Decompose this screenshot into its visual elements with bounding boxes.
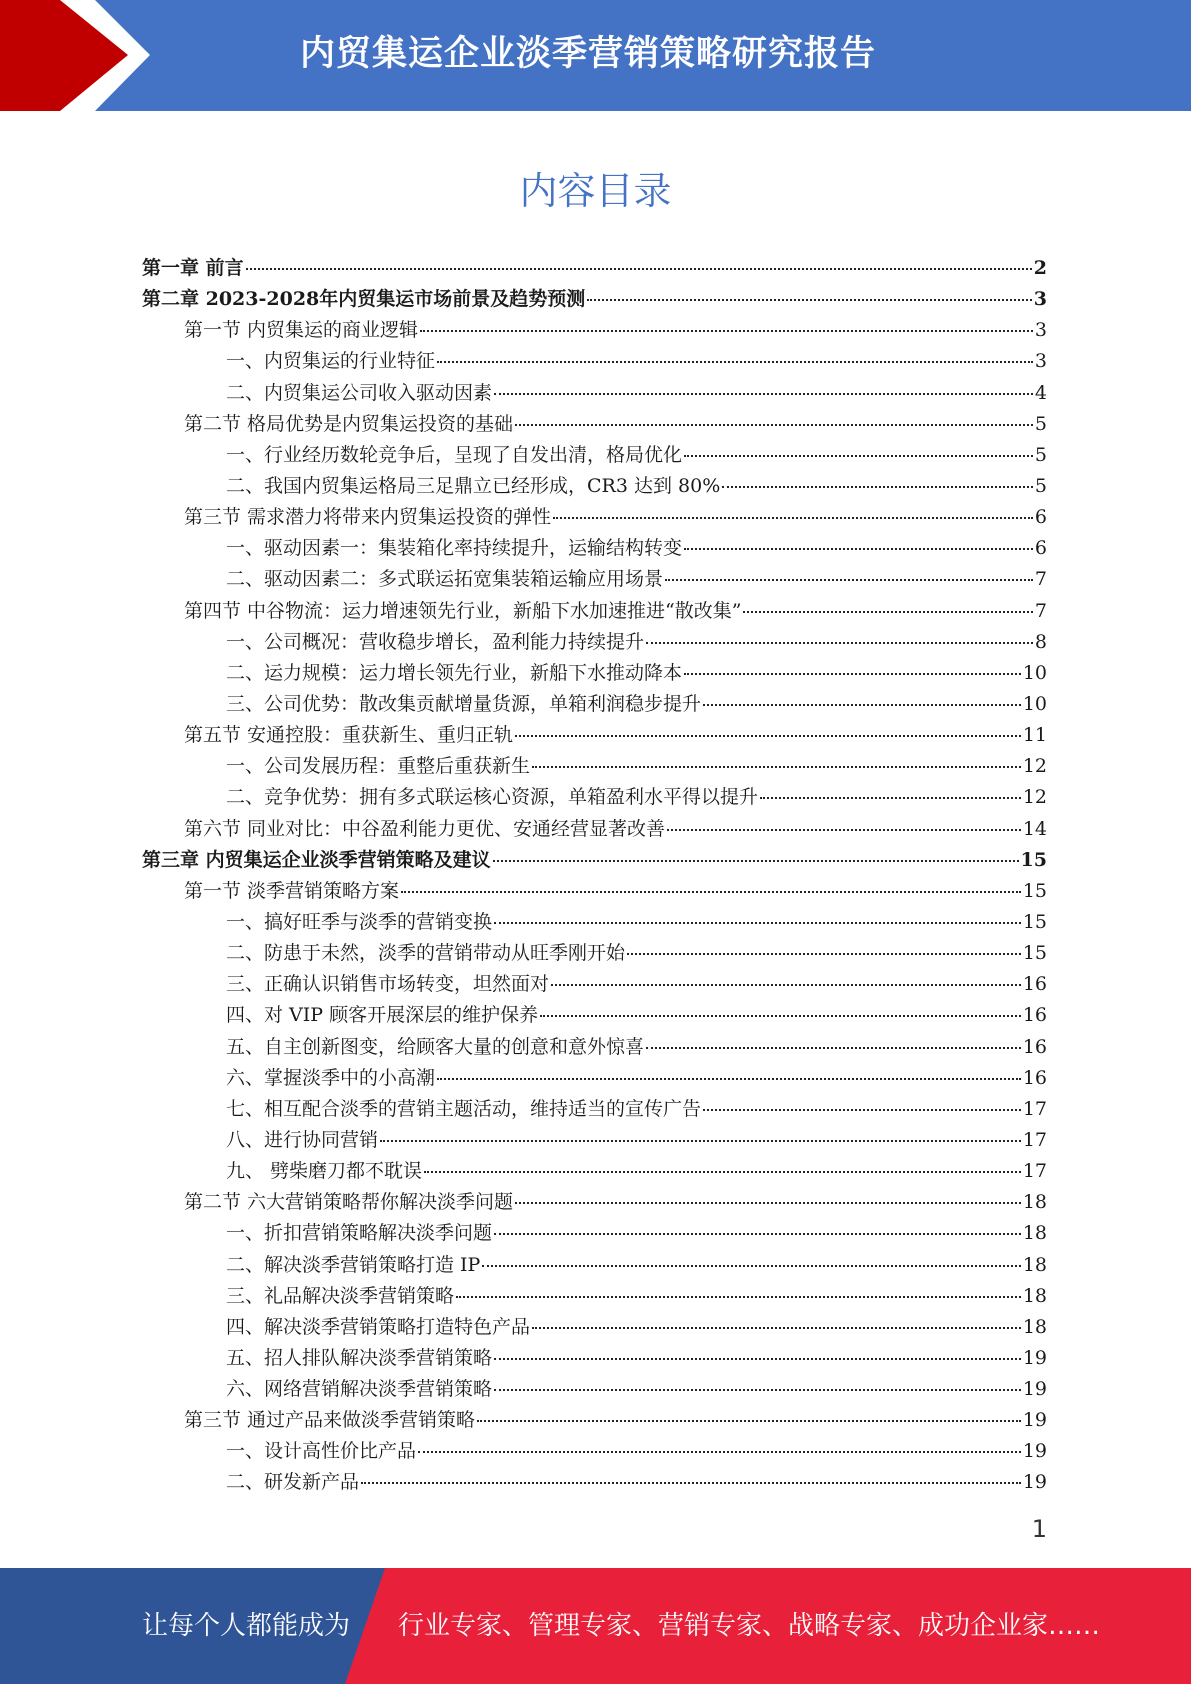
toc-entry[interactable]	[142, 346, 1047, 377]
toc-entry-label: 第三节 需求潜力将带来内贸集运投资的弹性	[184, 506, 552, 529]
toc-entry[interactable]	[142, 782, 1047, 813]
toc-entry-label: 第六节 同业对比：中谷盈利能力更优、安通经营显著改善	[184, 817, 666, 840]
toc-entry[interactable]	[142, 969, 1047, 1000]
toc-dot-leader	[494, 393, 1033, 395]
toc-entry-label: 二、运力规模：运力增长领先行业，新船下水推动降本	[226, 661, 683, 684]
toc-entry-label: 一、行业经历数轮竞争后，呈现了自发出清，格局优化	[226, 443, 683, 466]
footer-banner	[0, 1568, 1191, 1684]
toc-entry-label: 第一节 内贸集运的商业逻辑	[184, 319, 419, 342]
toc-dot-leader	[246, 268, 1032, 270]
toc-entry-page: 19	[1022, 1409, 1047, 1432]
toc-entry-label: 二、解决淡季营销策略打造 IP	[226, 1253, 481, 1276]
toc-entry-label: 六、网络营销解决淡季营销策略	[226, 1378, 493, 1401]
toc-entry-label: 一、公司概况：营收稳步增长，盈利能力持续提升	[226, 630, 645, 653]
toc-entry-page: 16	[1022, 1035, 1047, 1058]
toc-entry-label: 三、公司优势：散改集贡献增量货源，单箱利润稳步提升	[226, 692, 702, 715]
toc-entry[interactable]	[142, 1000, 1047, 1031]
toc-entry-page: 4	[1034, 381, 1047, 404]
toc-entry-page: 5	[1034, 443, 1047, 466]
toc-entry[interactable]	[142, 845, 1047, 876]
toc-entry-page: 3	[1034, 350, 1047, 373]
header-band	[0, 0, 1191, 111]
toc-entry-label: 二、驱动因素二：多式联运拓宽集装箱运输应用场景	[226, 568, 664, 591]
toc-entry-label: 一、搞好旺季与淡季的营销变换	[226, 910, 493, 933]
toc-dot-leader	[703, 704, 1021, 706]
toc-dot-leader	[515, 735, 1021, 737]
toc-entry[interactable]	[142, 1467, 1047, 1498]
toc-entry-page: 15	[1020, 848, 1047, 871]
toc-entry[interactable]	[142, 596, 1047, 627]
toc-dot-leader	[540, 1015, 1021, 1017]
toc-dot-leader	[684, 548, 1033, 550]
toc-entry[interactable]	[142, 471, 1047, 502]
toc-entry[interactable]	[142, 409, 1047, 440]
toc-entry-page: 17	[1022, 1160, 1047, 1183]
toc-entry[interactable]	[142, 658, 1047, 689]
toc-entry-label: 第五节 安通控股：重获新生、重归正轨	[184, 724, 514, 747]
toc-entry-label: 三、礼品解决淡季营销策略	[226, 1284, 455, 1307]
toc-entry[interactable]	[142, 1218, 1047, 1249]
toc-entry-label: 第一章 前言	[142, 257, 244, 279]
toc-entry-label: 六、掌握淡季中的小高潮	[226, 1066, 436, 1089]
toc-entry-label: 九、 劈柴磨刀都不耽误	[226, 1160, 423, 1183]
toc-entry[interactable]	[142, 1374, 1047, 1405]
toc-entry-page: 14	[1022, 817, 1047, 840]
toc-entry[interactable]	[142, 284, 1047, 315]
toc-dot-leader	[494, 922, 1021, 924]
toc-entry-label: 一、内贸集运的行业特征	[226, 350, 436, 373]
toc-entry[interactable]	[142, 533, 1047, 564]
toc-entry-page: 5	[1034, 474, 1047, 497]
toc-entry-page: 18	[1022, 1222, 1047, 1245]
toc-dot-leader	[532, 1327, 1021, 1329]
footer-slogan-right: 行业专家、管理专家、营销专家、战略专家、成功企业家……	[398, 1611, 1101, 1641]
toc-entry[interactable]	[142, 751, 1047, 782]
toc-entry-page: 18	[1022, 1284, 1047, 1307]
toc-entry-page: 3	[1034, 319, 1047, 342]
toc-dot-leader	[477, 1420, 1021, 1422]
toc-entry[interactable]	[142, 253, 1047, 284]
toc-entry-label: 七、相互配合淡季的营销主题活动，维持适当的宣传广告	[226, 1097, 702, 1120]
toc-entry-page: 18	[1022, 1191, 1047, 1214]
toc-entry-page: 17	[1022, 1128, 1047, 1151]
toc-entry[interactable]	[142, 720, 1047, 751]
toc-entry[interactable]	[142, 1343, 1047, 1374]
toc-dot-leader	[667, 829, 1021, 831]
page-number: 1	[1031, 1515, 1047, 1543]
toc-dot-leader	[722, 486, 1033, 488]
toc-entry-page: 3	[1033, 288, 1047, 311]
toc-entry-page: 7	[1034, 568, 1047, 591]
toc-entry-label: 第二节 六大营销策略帮你解决淡季问题	[184, 1191, 514, 1214]
toc-dot-leader	[418, 1451, 1021, 1453]
toc-entry-label: 第三章 内贸集运企业淡季营销策略及建议	[142, 848, 491, 871]
toc-entry-page: 18	[1022, 1315, 1047, 1338]
toc-dot-leader	[627, 953, 1021, 955]
toc-entry[interactable]	[142, 938, 1047, 969]
toc-dot-leader	[646, 642, 1033, 644]
footer-slogan-left: 让每个人都能成为	[142, 1611, 351, 1641]
toc-entry[interactable]	[142, 502, 1047, 533]
toc-entry-page: 19	[1022, 1471, 1047, 1494]
toc-entry-label: 第三节 通过产品来做淡季营销策略	[184, 1409, 476, 1432]
toc-entry[interactable]	[142, 627, 1047, 658]
toc-entry-label: 二、防患于未然，淡季的营销带动从旺季刚开始	[226, 942, 626, 965]
toc-dot-leader	[437, 361, 1033, 363]
toc-entry-page: 10	[1022, 661, 1047, 684]
toc-entry-page: 11	[1022, 724, 1047, 747]
toc-entry-page: 2	[1033, 257, 1047, 279]
toc-dot-leader	[494, 1389, 1021, 1391]
toc-entry-page: 15	[1022, 879, 1047, 902]
toc-entry-page: 16	[1022, 973, 1047, 996]
toc-dot-leader	[420, 330, 1033, 332]
toc-entry[interactable]	[142, 1281, 1047, 1312]
toc-heading: 内容目录	[519, 169, 672, 213]
toc-entry-label: 二、竞争优势：拥有多式联运核心资源，单箱盈利水平得以提升	[226, 786, 759, 809]
toc-entry[interactable]	[142, 1156, 1047, 1187]
toc-dot-leader	[532, 766, 1021, 768]
toc-dot-leader	[493, 860, 1019, 862]
toc-entry-page: 5	[1034, 412, 1047, 435]
toc-dot-leader	[587, 299, 1032, 301]
toc-entry-page: 15	[1022, 910, 1047, 933]
toc-entry[interactable]	[142, 1312, 1047, 1343]
toc-entry-label: 四、解决淡季营销策略打造特色产品	[226, 1315, 531, 1338]
toc-entry[interactable]	[142, 907, 1047, 938]
toc-entry-page: 18	[1022, 1253, 1047, 1276]
toc-entry-page: 15	[1022, 942, 1047, 965]
toc-entry[interactable]	[142, 564, 1047, 595]
toc-dot-leader	[515, 1202, 1021, 1204]
table-of-contents	[142, 253, 1047, 1499]
report-title: 内贸集运企业淡季营销策略研究报告	[300, 34, 877, 74]
toc-entry-page: 10	[1022, 692, 1047, 715]
toc-dot-leader	[380, 1140, 1021, 1142]
toc-dot-leader	[482, 1265, 1020, 1267]
toc-entry[interactable]	[142, 1094, 1047, 1125]
toc-dot-leader	[646, 1047, 1021, 1049]
toc-entry-label: 一、设计高性价比产品	[226, 1440, 417, 1463]
toc-entry-label: 第一节 淡季营销策略方案	[184, 879, 400, 902]
toc-dot-leader	[515, 424, 1033, 426]
toc-entry-label: 一、折扣营销策略解决淡季问题	[226, 1222, 493, 1245]
toc-entry-label: 四、对 VIP 顾客开展深层的维护保养	[226, 1004, 539, 1027]
toc-entry-label: 第二节 格局优势是内贸集运投资的基础	[184, 412, 514, 435]
toc-entry-label: 一、公司发展历程：重整后重获新生	[226, 755, 531, 778]
toc-entry-label: 五、自主创新图变，给顾客大量的创意和意外惊喜	[226, 1035, 645, 1058]
toc-dot-leader	[743, 611, 1032, 613]
toc-dot-leader	[437, 1078, 1021, 1080]
toc-entry-label: 二、研发新产品	[226, 1471, 360, 1494]
toc-dot-leader	[665, 579, 1033, 581]
toc-dot-leader	[684, 673, 1021, 675]
toc-entry-label: 二、我国内贸集运格局三足鼎立已经形成，CR3 达到 80%	[226, 474, 721, 497]
toc-entry-page: 16	[1022, 1066, 1047, 1089]
toc-entry-page: 8	[1034, 630, 1047, 653]
toc-entry[interactable]	[142, 689, 1047, 720]
toc-entry[interactable]	[142, 1405, 1047, 1436]
toc-entry[interactable]	[142, 1032, 1047, 1063]
toc-entry-page: 19	[1022, 1440, 1047, 1463]
toc-entry-label: 第二章 2023-2028年内贸集运市场前景及趋势预测	[142, 288, 586, 311]
toc-dot-leader	[553, 517, 1033, 519]
toc-entry-label: 二、内贸集运公司收入驱动因素	[226, 381, 493, 404]
toc-entry[interactable]	[142, 1250, 1047, 1281]
toc-dot-leader	[456, 1296, 1021, 1298]
toc-entry-label: 一、驱动因素一：集装箱化率持续提升，运输结构转变	[226, 537, 683, 560]
toc-entry-page: 19	[1022, 1378, 1047, 1401]
header-arrow-icon	[0, 0, 160, 111]
toc-entry-page: 12	[1022, 786, 1047, 809]
toc-entry-label: 八、进行协同营销	[226, 1128, 379, 1151]
toc-entry[interactable]	[142, 1436, 1047, 1467]
toc-entry-page: 17	[1022, 1097, 1047, 1120]
toc-entry-page: 6	[1034, 537, 1047, 560]
toc-entry-label: 三、正确认识销售市场转变，坦然面对	[226, 973, 550, 996]
toc-dot-leader	[551, 984, 1021, 986]
toc-entry-page: 12	[1022, 755, 1047, 778]
toc-entry-label: 第四节 中谷物流：运力增速领先行业，新船下水加速推进“散改集”	[184, 599, 742, 622]
toc-entry[interactable]	[142, 440, 1047, 471]
toc-dot-leader	[494, 1233, 1021, 1235]
toc-entry-label: 五、招人排队解决淡季营销策略	[226, 1346, 493, 1369]
toc-entry[interactable]	[142, 1063, 1047, 1094]
toc-dot-leader	[494, 1358, 1021, 1360]
toc-dot-leader	[760, 797, 1021, 799]
toc-dot-leader	[424, 1171, 1021, 1173]
toc-dot-leader	[401, 891, 1021, 893]
toc-entry[interactable]	[142, 378, 1047, 409]
toc-entry-page: 19	[1022, 1346, 1047, 1369]
toc-entry-page: 7	[1034, 599, 1047, 622]
toc-entry-page: 16	[1022, 1004, 1047, 1027]
toc-entry[interactable]	[142, 814, 1047, 845]
toc-entry[interactable]	[142, 876, 1047, 907]
toc-entry[interactable]	[142, 315, 1047, 346]
toc-dot-leader	[684, 455, 1033, 457]
toc-dot-leader	[361, 1482, 1021, 1484]
toc-entry[interactable]	[142, 1125, 1047, 1156]
toc-entry[interactable]	[142, 1187, 1047, 1218]
toc-dot-leader	[703, 1109, 1021, 1111]
toc-entry-page: 6	[1034, 506, 1047, 529]
